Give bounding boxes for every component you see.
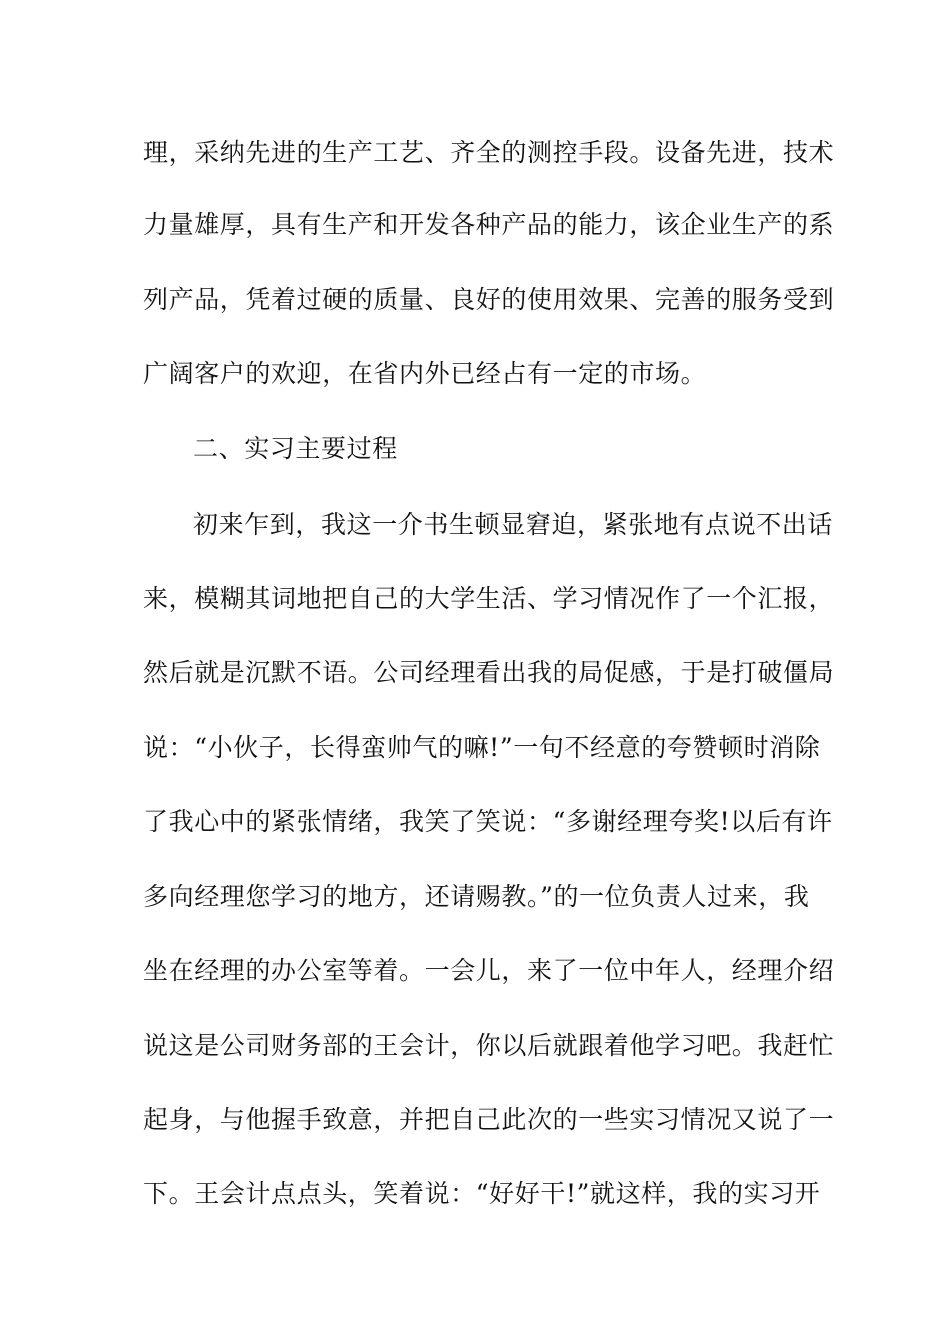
text-line-13: 说这是公司财务部的王会计，你以后就跟着他学习吧。我赶忙: [143, 1031, 835, 1060]
text-line-1: 理，采纳先进的生产工艺、齐全的测控手段。设备先进，技术: [143, 138, 835, 167]
text-line-4: 广阔客户的欢迎，在省内外已经占有一定的市场。: [143, 359, 707, 388]
text-line-8: 然后就是沉默不语。公司经理看出我的局促感，于是打破僵局: [143, 658, 835, 687]
text-line-9: 说：“小伙子，长得蛮帅气的嘛!”一句不经意的夸赞顿时消除: [143, 733, 821, 762]
text-line-3: 列产品，凭着过硬的质量、良好的使用效果、完善的服务受到: [143, 285, 835, 314]
text-line-12: 坐在经理的办公室等着。一会儿，来了一位中年人，经理介绍: [143, 956, 835, 985]
text-line-7: 来，模糊其词地把自己的大学生活、学习情况作了一个汇报，: [143, 584, 835, 613]
text-line-10: 了我心中的紧张情绪，我笑了笑说：“多谢经理夸奖!以后有许: [143, 807, 833, 836]
text-line-2: 力量雄厚，具有生产和开发各种产品的能力，该企业生产的系: [143, 210, 835, 239]
text-line-11: 多向经理您学习的地方，还请赐教。”的一位负责人过来，我: [143, 882, 810, 911]
text-line-15: 下。王会计点点头，笑着说：“好好干!”就这样，我的实习开: [143, 1179, 821, 1208]
text-line-14: 起身，与他握手致意，并把自己此次的一些实习情况又说了一: [143, 1105, 835, 1134]
text-line-6: 初来乍到，我这一介书生顿显窘迫，紧张地有点说不出话: [193, 510, 834, 539]
section-heading: 二、实习主要过程: [193, 434, 398, 463]
